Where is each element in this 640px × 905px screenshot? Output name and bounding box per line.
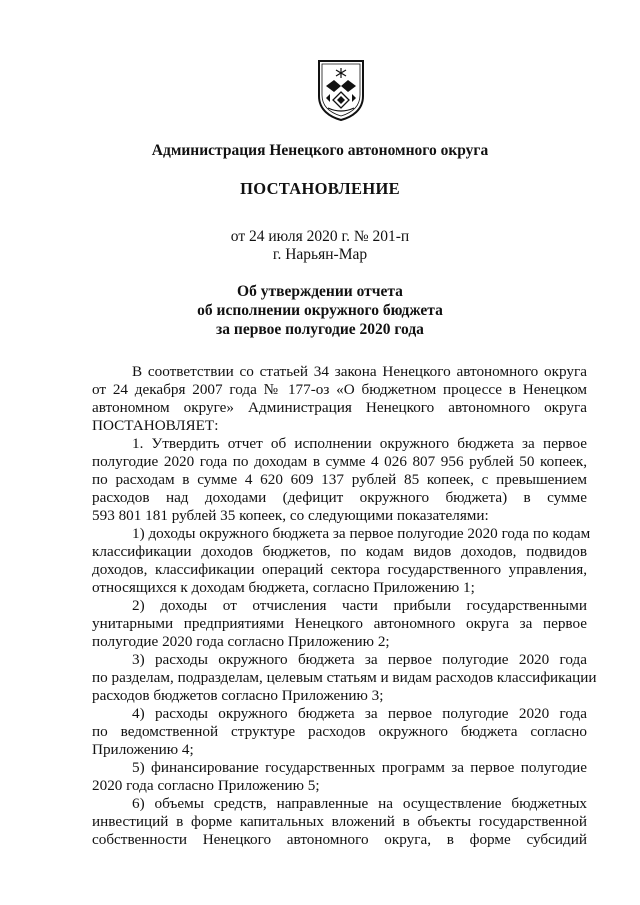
text-line: автономном округе» Администрация Ненецкого автономного округа — [92, 399, 587, 416]
document-title-line-1: Об утверждении отчета — [237, 283, 403, 300]
text-line: унитарными предприятиями Ненецкого автономного округа за первое — [92, 615, 587, 632]
text-line: 593 801 181 рублей 35 копеек, со следующими показателями: — [92, 507, 489, 524]
document-type: ПОСТАНОВЛЕНИЕ — [240, 179, 400, 198]
subitem-1-paragraph — [92, 525, 591, 597]
text-line: по разделам, подразделам, целевым статьям и видам расходов классификации — [92, 669, 597, 686]
text-line: 1) доходы окружного бюджета за первое полугодие 2020 года по кодам — [132, 525, 591, 542]
text-line: полугодие 2020 года согласно Приложению 2; — [92, 633, 390, 650]
text-line: от 24 декабря 2007 года № 177-оз «О бюджетном процессе в Ненецком — [92, 381, 587, 398]
text-line: доходов, классификации операций сектора государственного управления, — [92, 561, 587, 578]
document-title-line-3: за первое полугодие 2020 года — [216, 321, 424, 338]
text-line: полугодие 2020 года по доходам в сумме 4 026 807 956 рублей 50 копеек, — [92, 453, 587, 470]
subitem-4-paragraph — [92, 705, 587, 759]
document-title-line-2: об исполнении окружного бюджета — [197, 302, 443, 319]
text-line: расходов бюджетов согласно Приложению 3; — [92, 687, 384, 704]
subitem-5-paragraph — [92, 759, 587, 795]
text-line: ПОСТАНОВЛЯЕТ: — [92, 417, 219, 434]
text-line: 1. Утвердить отчет об исполнении окружного бюджета за первое — [132, 435, 587, 452]
text-line: по ведомственной структуре расходов окружного бюджета согласно — [92, 723, 587, 740]
text-line: расходов над доходами (дефицит окружного бюджета) в сумме — [92, 489, 587, 506]
text-line: собственности Ненецкого автономного округа, в форме субсидий — [92, 831, 587, 848]
city: г. Нарьян-Мар — [272, 246, 368, 263]
coat-of-arms-icon — [316, 58, 366, 122]
subitem-2-paragraph — [92, 597, 587, 651]
text-line: 5) финансирование государственных программ за первое полугодие — [132, 759, 587, 776]
text-line: 3) расходы окружного бюджета за первое полугодие 2020 года — [132, 651, 587, 668]
date-and-number: от 24 июля 2020 г. № 201-п — [230, 228, 410, 245]
text-line: классификации доходов бюджетов, по кодам видов доходов, подвидов — [92, 543, 587, 560]
text-line: 2020 года согласно Приложению 5; — [92, 777, 320, 794]
text-line: 6) объемы средств, направленные на осуществление бюджетных — [132, 795, 587, 812]
text-line: 2) доходы от отчисления части прибыли государственными — [132, 597, 587, 614]
subitem-6-paragraph — [92, 795, 587, 849]
subitem-3-paragraph — [92, 651, 597, 705]
text-line: относящихся к доходам бюджета, согласно Приложению 1; — [92, 579, 475, 596]
text-line: инвестиций в форме капитальных вложений в объекты государственной — [92, 813, 587, 830]
text-line: 4) расходы окружного бюджета за первое полугодие 2020 года — [132, 705, 587, 722]
item-1-paragraph — [92, 435, 587, 525]
text-line: Приложению 4; — [92, 741, 194, 758]
text-line: В соответствии со статьей 34 закона Ненецкого автономного округа — [132, 363, 587, 380]
preamble-paragraph — [92, 363, 587, 435]
organization-name: Администрация Ненецкого автономного округа — [151, 142, 489, 159]
text-line: по расходам в сумме 4 620 609 137 рублей 85 копеек, с превышением — [92, 471, 587, 488]
